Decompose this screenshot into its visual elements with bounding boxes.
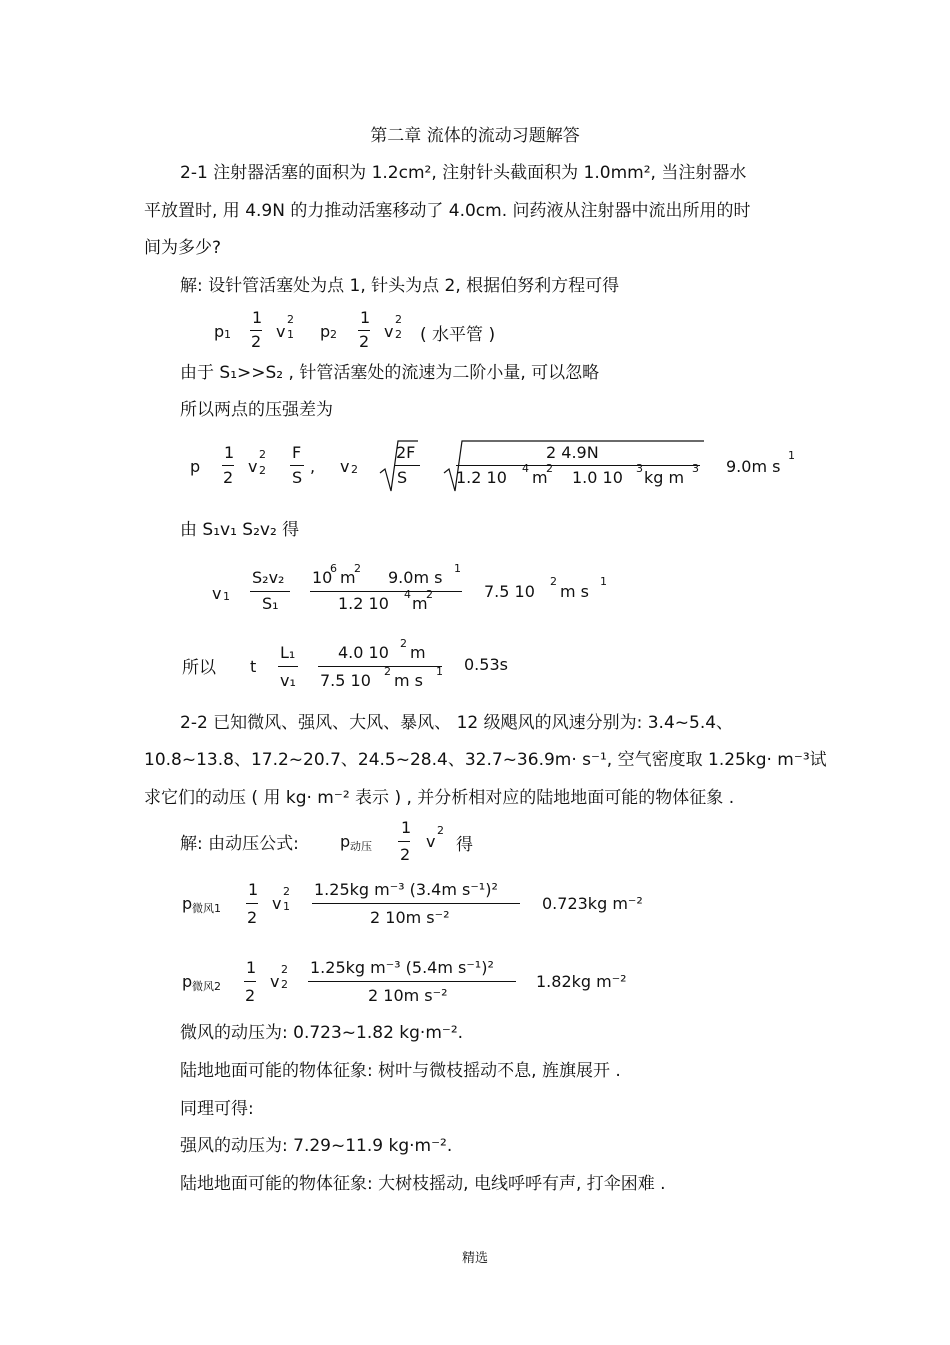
solution-2-1-intro: 解: 设针管活塞处为点 1, 针头为点 2, 根据伯努利方程可得	[180, 276, 620, 296]
breeze-pressure-2: p 微风2 1 2 v 2 2 1.25kg m⁻³ (5.4m s⁻¹)² 2 10m s⁻² 1.82kg m⁻²	[182, 958, 627, 1005]
velocity-equation: v 1 S₂v₂ S₁ 10 6 m 2 9.0m s 1 1.2 10 4 m 2 7.5 10 2 m s 1	[212, 562, 607, 613]
time-equation: 所以 t L₁ v₁ 4.0 10 2 m 7.5 10 2 m s 1 0.53s	[182, 637, 508, 690]
problem-2-1-line2: 平放置时, 用 4.9N 的力推动活塞移动了 4.0cm. 问药液从注射器中流出所用的时	[144, 201, 751, 221]
text-pressure-diff: 所以两点的压强差为	[180, 400, 333, 420]
bernoulli-equation: p 1 1 2 v 2 1 p 2 1 2 v 2 2 ( 水平管 )	[214, 308, 496, 351]
problem-2-2-line1: 2-2 已知微风、强风、大风、暴风、 12 级飓风的风速分别为: 3.4~5.4、	[180, 713, 734, 733]
text-breeze-pressure: 微风的动压为: 0.723~1.82 kg·m⁻².	[180, 1023, 464, 1043]
page-footer: 精选	[461, 1251, 488, 1266]
text-neglect: 由于 S₁>>S₂ , 针管活塞处的流速为二阶小量, 可以忽略	[180, 363, 600, 383]
text-continuity: 由 S₁v₁ S₂v₂ 得	[180, 520, 300, 540]
problem-2-2-line3: 求它们的动压 ( 用 kg· m⁻² 表示 ) , 并分析相对应的陆地地面可能的物体征象 .	[144, 788, 735, 808]
text-strong-signs: 陆地地面可能的物体征象: 大树枝摇动, 电线呼呼有声, 打伞困难 .	[180, 1174, 666, 1194]
text-breeze-signs: 陆地地面可能的物体征象: 树叶与微枝摇动不息, 旌旗展开 .	[180, 1061, 621, 1081]
dynamic-pressure-formula: 解: 由动压公式: p 动压 1 2 v 2 得	[180, 818, 473, 864]
problem-2-1-line3: 间为多少?	[144, 238, 222, 258]
problem-2-2-line2: 10.8~13.8、17.2~20.7、24.5~28.4、32.7~36.9m· s⁻¹, 空气密度取 1.25kg· m⁻³试	[144, 750, 827, 770]
breeze-pressure-1: p 微风1 1 2 v 2 1 1.25kg m⁻³ (3.4m s⁻¹)² 2 10m s⁻² 0.723kg m⁻²	[182, 880, 643, 927]
page-title: 第二章 流体的流动习题解答	[370, 126, 580, 146]
text-similarly: 同理可得:	[180, 1099, 254, 1119]
pressure-diff-equation: p 1 2 v 2 2 F S , v 2 2F S 2 4.9N 1.2 10 4 m 2 1.0 10 3 kg m 3 9.0m s 1	[190, 437, 810, 493]
text-strong-pressure: 强风的动压为: 7.29~11.9 kg·m⁻².	[180, 1136, 453, 1156]
problem-2-1-line1: 2-1 注射器活塞的面积为 1.2cm², 注射针头截面积为 1.0mm², 当注射器水	[180, 163, 747, 183]
